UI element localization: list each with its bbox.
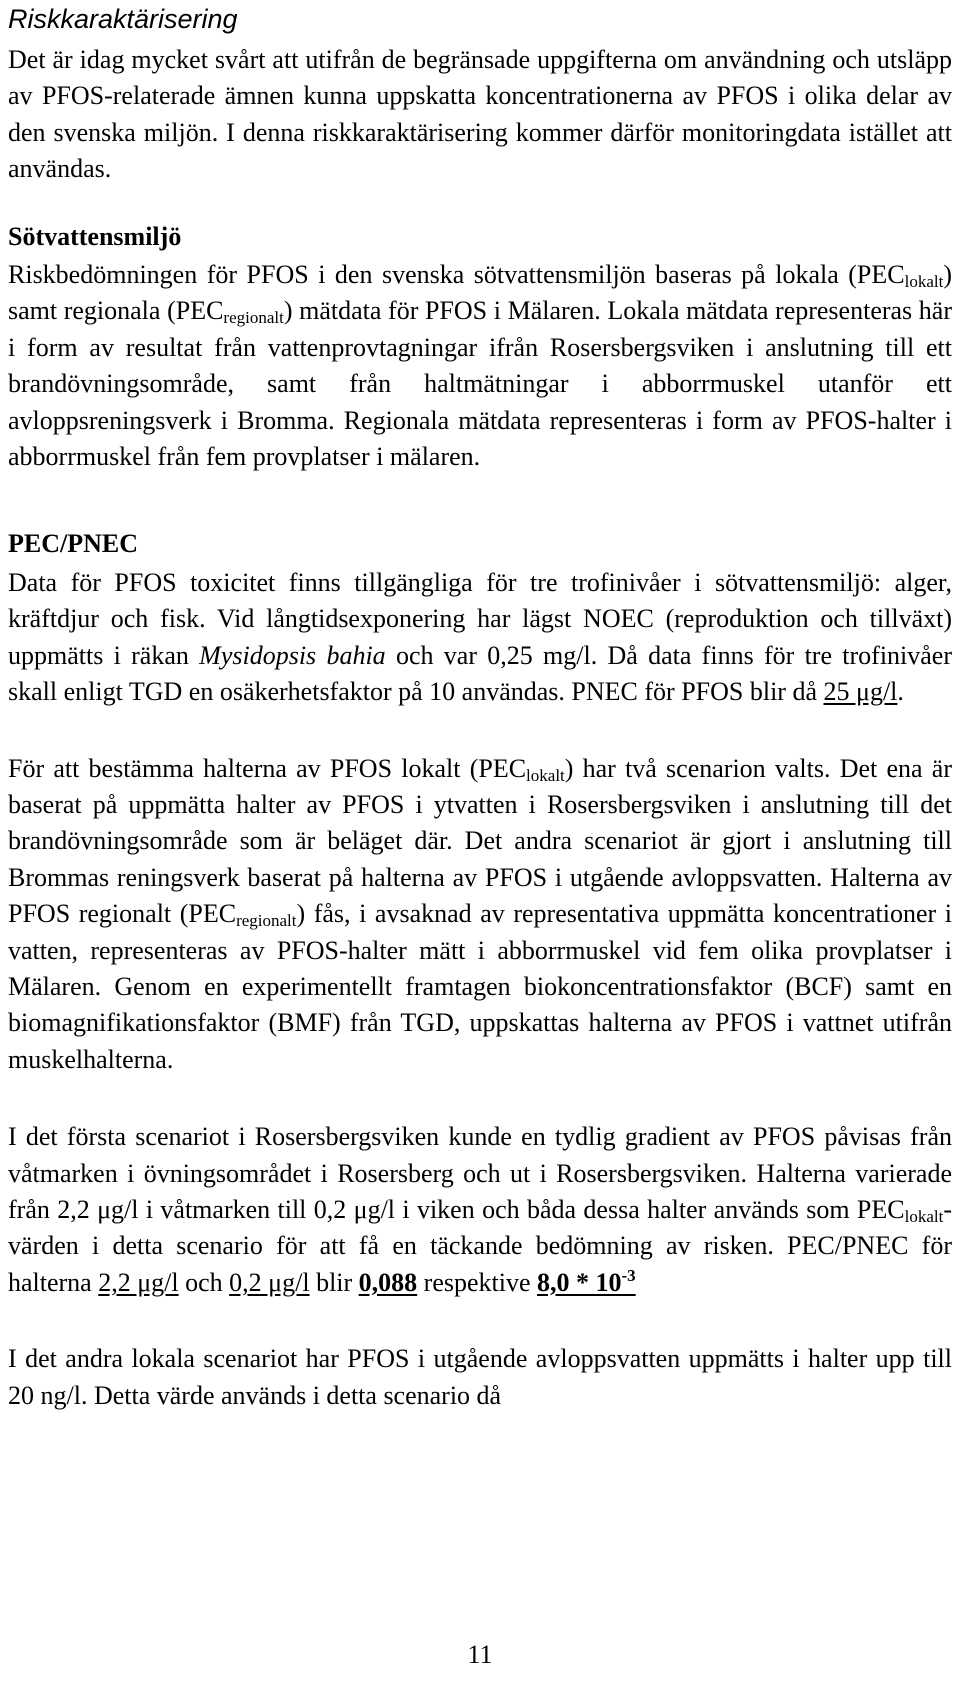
scenario-paragraph: För att bestämma halterna av PFOS lokalt $(PEC_{lokalt})$ har två scenarion valts. Det ena är baserat på uppmätta halter av PFOS i ytvatten i Rosersbergsviken i anslutning till det brandövningsområde som är beläget där. Det andra scenariot är gjort i anslutning till Brommas reningsverk baserat på halterna av PFOS i utgående avloppsvatten. Halterna av PFOS regionalt $(PEC_{regionalt})$ fås, i avsaknad av representativa uppmätta koncentrationer i vatten, representeras av PFOS-halter mätt i abborrmuskel vid fem olika provplatser i Mälaren. Genom en experimentellt framtagen biokoncentrationsfaktor (BCF) samt en biomagnifikationsfaktor (BMF) från TGD, uppskattas halterna av PFOS i vattnet utifrån muskelhalterna. — [8, 753, 952, 1074]
subscript-regionalt: regionalt — [223, 308, 284, 328]
subscript-regionalt: regionalt — [236, 911, 297, 931]
rosersberg-paragraph: I det första scenariot i Rosersbergsviken kunde en tydlig gradient av PFOS påvisas från våtmarken i övningsområdet i Rosersberg och ut i Rosersbergsviken. Halterna varierade från 2,2 μg/l i våtmarken till 0,2 μg/l i viken och båda dessa halter används som $PEC_{lokalt}$-värden i detta scenario för att få en täckande bedömning av risken. PEC/PNEC för halterna 2,2 μg/l och 0,2 μg/l blir 0,088 respektive $8,0 * 10^{-3}$ — [8, 1122, 952, 1297]
concentration-value-1: 2,2 μg/l — [98, 1267, 179, 1297]
pec-pnec-heading: PEC/PNEC — [8, 529, 138, 559]
document-page — [8, 0, 952, 1414]
section-title: Riskkaraktärisering — [8, 4, 238, 34]
intro-paragraph: Det är idag mycket svårt att utifrån de begränsade uppgifterna om användning och utsläpp av PFOS-relaterade ämnen kunna uppskatta koncentrationerna av PFOS i olika delar av den svenska miljön. I denna riskkaraktärisering kommer därför monitoringdata istället att användas. — [8, 45, 952, 184]
exponent: -3 — [621, 1265, 636, 1285]
pnec-value: 25 μg/l — [823, 677, 898, 707]
toxicity-paragraph: Data för PFOS toxicitet finns tillgängliga för tre trofinivåer i sötvattensmiljö: alger, kräftdjur och fisk. Vid långtidsexponering har lägst NOEC (reproduktion och tillväxt) uppmätts i räkan Mysidopsis bahia och var 0,25 mg/l. Då data finns för tre trofinivåer skall enligt TGD en osäkerhetsfaktor på 10 användas. PNEC för PFOS blir då 25 μg/l. — [8, 567, 952, 707]
bromma-paragraph: I det andra lokala scenariot har PFOS i utgående avloppsvatten uppmätts i halter upp till 20 ng/l. Detta värde används i detta scenario då — [8, 1344, 952, 1410]
page-number: 11 — [467, 1640, 493, 1669]
ratio-value-1: 0,088 — [358, 1267, 418, 1297]
freshwater-heading: Sötvattensmiljö — [8, 221, 182, 251]
ratio-value-2: $8,0 * 10^{-3}$ — [537, 1265, 636, 1297]
species-name: Mysidopsis bahia — [199, 640, 386, 670]
subscript-lokalt: lokalt — [904, 1206, 944, 1226]
freshwater-paragraph: Riskbedömningen för PFOS i den svenska sötvattensmiljön baseras på lokala $(PEC_{lokalt})$ samt regionala $(PEC_{regionalt})$ mätdata för PFOS i Mälaren. Lokala mätdata representeras här i form av resultat från vattenprovtagningar ifrån Rosersbergsviken i anslutning till ett brandövningsområde, samt från haltmätningar i abborrmuskel utanför ett avloppsreningsverk i Bromma. Regionala mätdata representeras i form av PFOS-halter i abborrmuskel från fem provplatser i mälaren. — [8, 260, 952, 472]
concentration-value-2: 0,2 μg/l — [229, 1267, 310, 1297]
subscript-lokalt: lokalt — [904, 272, 944, 292]
subscript-lokalt: lokalt — [526, 765, 565, 785]
